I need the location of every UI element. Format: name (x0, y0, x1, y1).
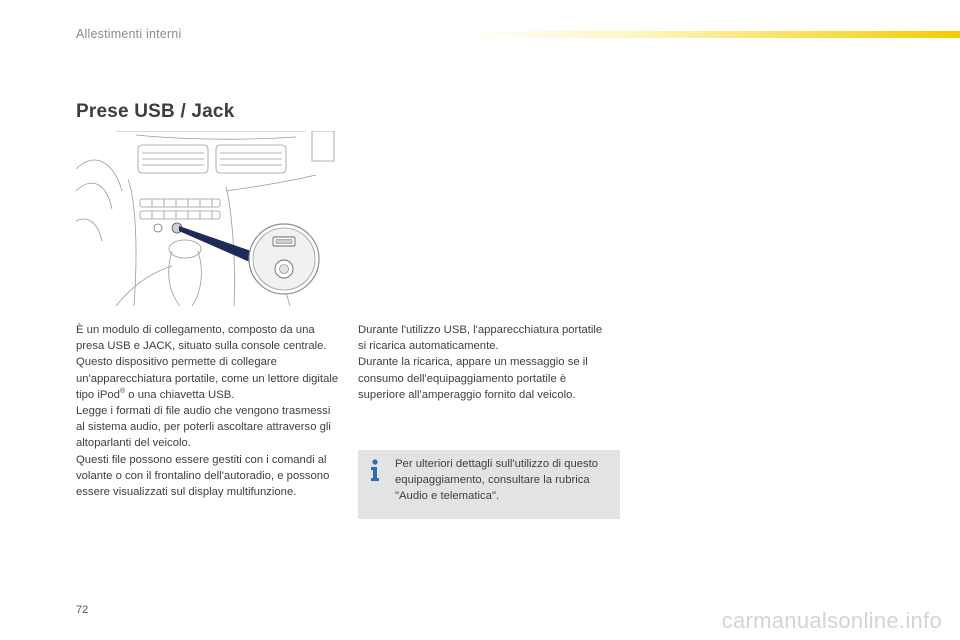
paragraph-formats: Legge i formati di file audio che vengono trasmessi al sistema audio, per poterli ascoltare attraverso gli altoparlanti del veicolo. (76, 405, 331, 450)
paragraph-charging-warning: Durante la ricarica, appare un messaggio se il consumo dell'equipaggiamento portatile è superiore all'amperaggio fornito dal veicolo. (358, 356, 588, 401)
paragraph-charging: Durante l'utilizzo USB, l'apparecchiatura portatile si ricarica automaticamente. (358, 324, 603, 353)
paragraph-controls: Questi file possono essere gestiti con i comandi al volante o con il frontalino dell'autoradio, e possono essere visualizzati sul display multifunzione. (76, 453, 330, 499)
left-text-column (76, 322, 341, 500)
right-text-column (358, 322, 608, 403)
console-illustration (76, 131, 336, 306)
paragraph-intro-text: È un modulo di collegamento, composto da una presa USB e JACK, situato sulla console centrale. Questo dispositivo permette di collegare un'apparecchiatura portatile, come un lettore digitale tipo iPod (76, 324, 339, 401)
info-box-text: Per ulteriori dettagli sull'utilizzo di questo equipaggiamento, consultare la rubrica "Audio e telematica". (395, 458, 599, 503)
watermark: carmanualsonline.info (721, 608, 942, 633)
header-accent-bar (470, 31, 960, 38)
header-title: Allestimenti interni (76, 27, 182, 41)
section-title: Prese USB / Jack (76, 101, 235, 122)
info-box (358, 450, 620, 519)
paragraph-intro-text-end: o una chiavetta USB. (125, 388, 235, 401)
info-icon (368, 458, 382, 482)
page-number: 72 (76, 604, 89, 616)
paragraph-intro (76, 322, 341, 403)
registered-mark: ® (119, 388, 126, 396)
